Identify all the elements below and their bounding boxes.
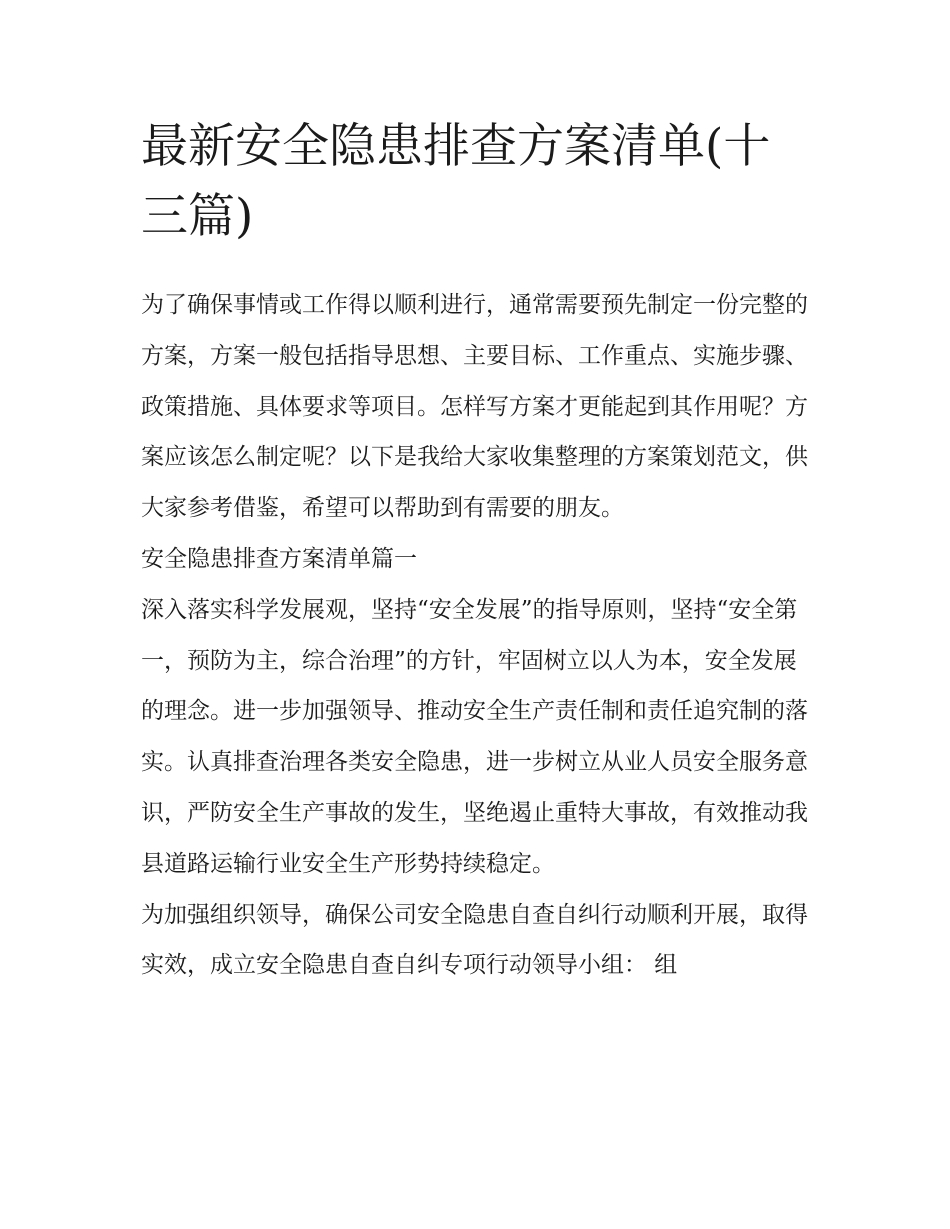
document-body — [141, 280, 816, 991]
body-paragraph: 深入落实科学发展观，坚持“安全发展”的指导原则，坚持“安全第一，预防为主，综合治理”的方针，牢固树立以人为本，安全发展的理念。进一步加强领导、推动安全生产责任制和责任追究制的落实。认真排查治理各类安全隐患，进一步树立从业人员安全服务意识，严防安全生产事故的发生，坚绝遏止重特大事故，有效推动我县道路运输行业安全生产形势持续稳定。 — [141, 596, 808, 877]
section-heading: 安全隐患排查方案清单篇一 — [141, 545, 417, 572]
body-paragraph: 为加强组织领导，确保公司安全隐患自查自纠行动顺利开展，取得实效，成立安全隐患自查自纠专项行动领导小组： 组 — [141, 901, 808, 979]
document-title: 最新安全隐患排查方案清单(十三篇) — [141, 119, 771, 244]
document-page — [141, 112, 816, 991]
intro-paragraph: 为了确保事情或工作得以顺利进行，通常需要预先制定一份完整的方案，方案一般包括指导思想、主要目标、工作重点、实施步骤、政策措施、具体要求等项目。怎样写方案才更能起到其作用呢？方案应该怎么制定呢？以下是我给大家收集整理的方案策划范文，供大家参考借鉴，希望可以帮助到有需要的朋友。 — [141, 292, 808, 522]
